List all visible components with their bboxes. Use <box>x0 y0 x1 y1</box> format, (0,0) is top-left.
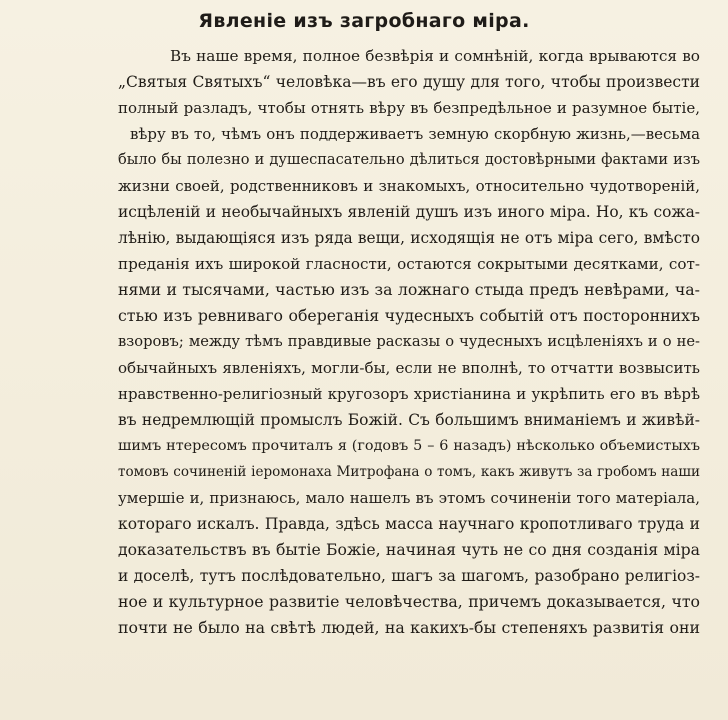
text-line: вѣру въ то, чѣмъ онъ поддерживаетъ земную скорбную жизнь,—весьма <box>130 125 700 143</box>
text-line: было бы полезно и душеспасательно дѣлиться достовѣрными фактами изъ <box>118 151 700 168</box>
text-line: „Святыя Святыхъ“ человѣка—въ его душу для того, чтобы произвести <box>118 73 700 91</box>
text-line: жизни своей, родственниковъ и знакомыхъ, относительно чудотвореній, <box>118 177 700 195</box>
text-line: стью изъ ревниваго обереганія чудесныхъ событій отъ постороннихъ <box>118 306 700 325</box>
text-line: умершіе и, признаюсь, мало нашелъ въ этомъ сочиненіи того матеріала, <box>118 489 700 507</box>
text-line: котораго искалъ. Правда, здѣсь масса научнаго кропотливаго труда и <box>118 515 700 533</box>
text-line: и доселѣ, тутъ послѣдовательно, шагъ за шагомъ, разобрано религіоз- <box>118 567 700 585</box>
text-line: преданія ихъ широкой гласности, остаются сокрытыми десятками, сот- <box>118 255 700 273</box>
text-line: полный разладъ, чтобы отнять вѣру въ безпредѣльное и разумное бытіе, <box>118 99 700 117</box>
body-text <box>118 43 700 641</box>
text-line: нями и тысячами, частью изъ за ложнаго стыда предъ невѣрами, ча- <box>118 280 700 299</box>
text-line: взоровъ; между тѣмъ правдивые расказы о чудесныхъ исцѣленіяхъ и о не- <box>118 333 700 350</box>
text-line: лѣнію, выдающіяся изъ ряда вещи, исходящія не отъ міра сего, вмѣсто <box>118 229 700 247</box>
page-title: Явленіе изъ загробнаго міра. <box>198 10 530 32</box>
text-line: обычайныхъ явленіяхъ, могли-бы, если не вполнѣ, то отчатти возвысить <box>118 359 700 377</box>
text-line: ное и культурное развитіе человѣчества, причемъ доказывается, что <box>118 592 700 611</box>
text-line: въ недремлющій промыслъ Божій. Съ большимъ вниманіемъ и живѣй- <box>118 411 700 429</box>
text-line: почти не было на свѣтѣ людей, на какихъ-бы степеняхъ развитія они <box>118 618 700 637</box>
text-line: доказательствъ въ бытіе Божіе, начиная чуть не со дня созданія міра <box>118 540 700 559</box>
text-line: Въ наше время, полное безвѣрія и сомнѣній, когда врываются во <box>170 47 700 65</box>
text-line: томовъ сочиненій іеромонаха Митрофана о томъ, какъ живутъ за гробомъ наши <box>118 464 700 480</box>
text-line: шимъ нтересомъ прочиталъ я (годовъ 5 – 6 назадъ) нѣсколько объемистыхъ <box>118 438 700 454</box>
text-line: нравственно-религіозный кругозоръ христіанина и укрѣпить его въ вѣрѣ <box>118 385 700 403</box>
text-line: исцѣленій и необычайныхъ явленій душъ изъ иного міра. Но, къ сожа- <box>118 203 700 221</box>
